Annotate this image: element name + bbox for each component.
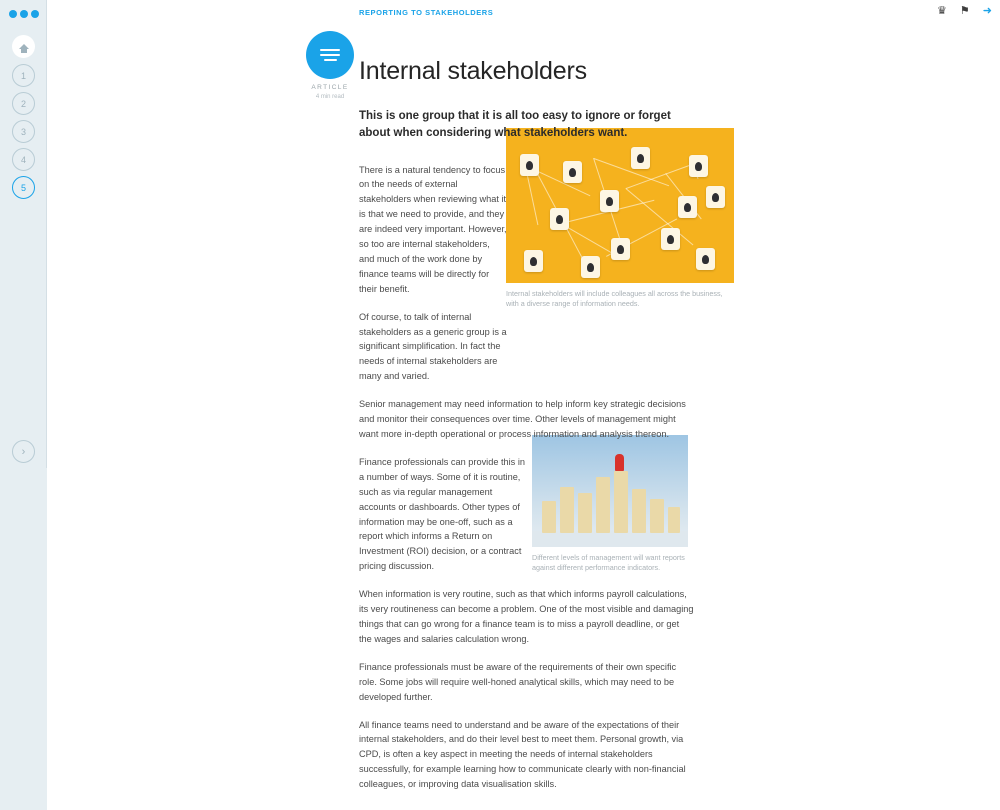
article-icon-line: [320, 49, 340, 51]
sidebar-step-2[interactable]: 2: [12, 92, 35, 115]
article-paragraph: When information is very routine, such as that which informs payroll calculations, its very routineness can become a problem. One of the most visible and damaging things that can go wrong for a finance team is to miss a payroll deadline, or get the wages and salaries calculation wrong.: [359, 589, 694, 644]
article-paragraph: All finance teams need to understand and be aware of the expectations of their internal stakeholders, and do their level best to meet them. Personal growth, via CPD, is often a key aspect in meeting the needs of internal stakeholders successfully, for example learning how to communicate clearly with non-financial colleagues, or improving data visualisation skills.: [359, 719, 686, 790]
exit-icon[interactable]: ➜: [982, 5, 992, 17]
article-paragraph: Of course, to talk of internal stakeholders as a generic group is a significant simplification. In fact the needs of internal stakeholders are many and varied.: [359, 311, 507, 382]
article-paragraph: Finance professionals can provide this in a number of ways. Some of it is routine, such as via regular management accounts or dashboards. Other types of information may be one-off, such as a report which informs a Return on Investment (ROI) decision, or a contract pricing discussion.: [359, 456, 525, 572]
person-node-icon: [706, 186, 725, 208]
figure-caption: Internal stakeholders will include colleagues all across the business, with a diverse range of information needs.: [506, 289, 723, 309]
trophy-icon[interactable]: ♛: [937, 5, 947, 17]
bell-icon[interactable]: ⚑: [959, 5, 970, 17]
sidebar: [0, 0, 47, 810]
topbar-icon-group: [937, 6, 992, 17]
article-standfirst: This is one group that it is all too easy to ignore or forget about when considering what stakeholders want.: [359, 110, 671, 140]
logo-dots-icon[interactable]: [9, 8, 39, 20]
article-type-label: ARTICLE: [311, 84, 349, 91]
article-icon-line: [324, 59, 337, 61]
breadcrumb[interactable]: REPORTING TO STAKEHOLDERS: [359, 8, 494, 17]
logo-dot-icon: [20, 10, 28, 18]
topbar: [47, 0, 1000, 26]
logo-dot-icon: [31, 10, 39, 18]
sidebar-step-nav: [12, 64, 35, 204]
article-paragraph: Finance professionals must be aware of the requirements of their own specific role. Some jobs will require well-honed analytical skills, which may need to be developed further.: [359, 661, 677, 702]
logo-dot-icon: [9, 10, 17, 18]
article-paragraph: Senior management may need information to help inform key strategic decisions and monitor their consequences over time. Other levels of management might want more in-depth operational or process information and analysis thereon.: [359, 399, 686, 439]
next-chevron-icon[interactable]: ›: [12, 440, 35, 463]
article-page: [306, 26, 706, 805]
sidebar-step-4[interactable]: 4: [12, 148, 35, 171]
house-glyph-icon: [19, 44, 29, 49]
sidebar-divider: [46, 0, 47, 468]
article-header: [306, 26, 706, 104]
sidebar-step-3[interactable]: 3: [12, 120, 35, 143]
article-body: [359, 163, 694, 793]
figure-caption: Different levels of management will want reports against different performance indicators.: [532, 553, 685, 573]
home-icon[interactable]: [12, 35, 35, 58]
article-paragraph: There is a natural tendency to focus on the needs of external stakeholders when reviewing what it is that we need to provide, and they are indeed very important. However, so too are internal stakeholders, and much of the work done by finance teams will be directly for their benefit.: [359, 164, 507, 294]
article-icon: [306, 31, 354, 79]
sidebar-step-5[interactable]: 5: [12, 176, 35, 199]
sidebar-step-1[interactable]: 1: [12, 64, 35, 87]
page-title: Internal stakeholders: [359, 56, 587, 85]
article-icon-line: [320, 54, 340, 56]
article-read-time: 4 min read: [315, 94, 345, 100]
